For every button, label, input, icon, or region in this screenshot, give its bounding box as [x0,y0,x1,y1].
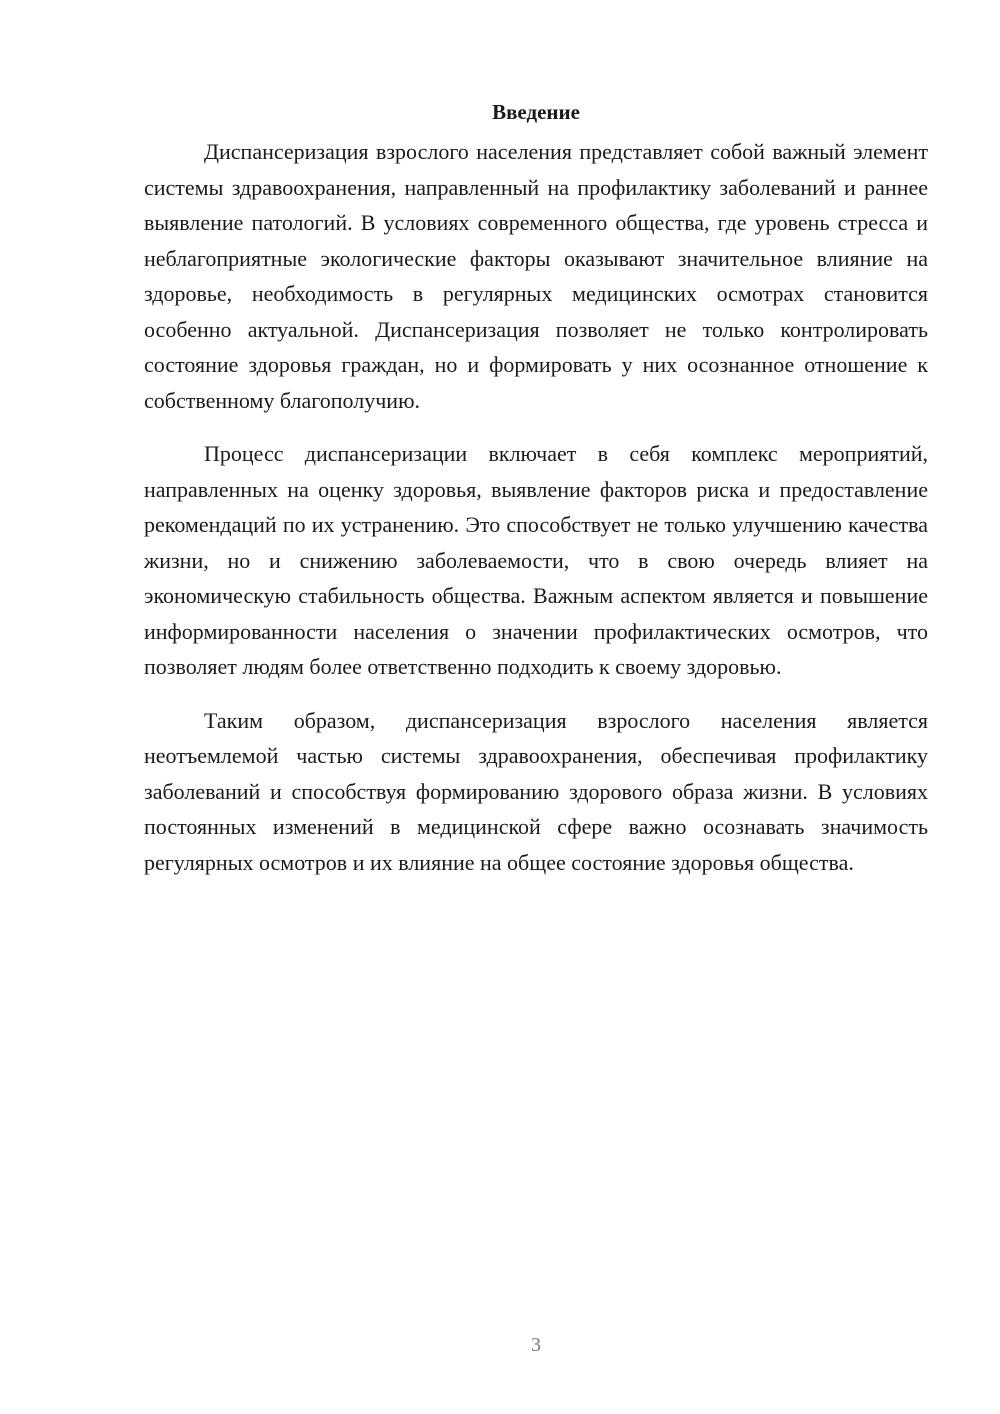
page-content [144,92,928,898]
paragraph-2: Процесс диспансеризации включает в себя комплекс мероприятий, направленных на оценку здоровья, выявление факторов риска и предоставление рекомендаций по их устранению. Это способствует не только улучшению качества жизни, но и снижению заболеваемости, что в свою очередь влияет на экономическую стабильность общества. Важным аспектом является и повышение информированности населения о значении профилактических осмотров, что позволяет людям более ответственно подходить к своему здоровью. [144,441,928,679]
paragraph-1: Диспансеризация взрослого населения представляет собой важный элемент системы здравоохранения, направленный на профилактику заболеваний и раннее выявление патологий. В условиях современного общества, где уровень стресса и неблагоприятные экологические факторы оказывают значительное влияние на здоровье, необходимость в регулярных медицинских осмотрах становится особенно актуальной. Диспансеризация позволяет не только контролировать состояние здоровья граждан, но и формировать у них осознанное отношение к собственному благополучию. [144,139,928,413]
page-number: 3 [531,1334,541,1356]
section-title: Введение [492,100,580,124]
paragraph-3: Таким образом, диспансеризация взрослого населения является неотъемлемой частью системы здравоохранения, обеспечивая профилактику заболеваний и способствуя формированию здорового образа жизни. В условиях постоянных изменений в медицинской сфере важно осознавать значимость регулярных осмотров и их влияние на общее состояние здоровья общества. [144,707,928,875]
